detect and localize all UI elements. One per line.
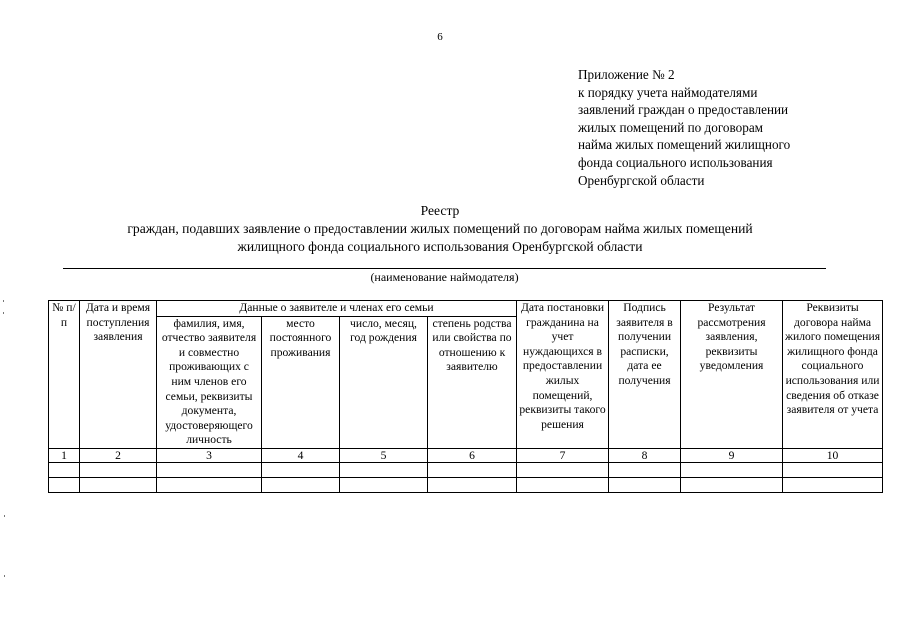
appendix-line: фонда социального использования bbox=[578, 154, 773, 170]
appendix-line: Оренбургской области bbox=[578, 172, 705, 188]
header-number: № п/п bbox=[49, 301, 80, 449]
column-number: 8 bbox=[609, 448, 681, 462]
scan-artifact bbox=[3, 300, 4, 302]
column-number: 1 bbox=[49, 448, 80, 462]
header-applicant-group: Данные о заявителе и членах его семьи bbox=[157, 301, 517, 317]
column-number: 6 bbox=[428, 448, 517, 462]
scan-artifact bbox=[3, 312, 4, 314]
header-residence: место постоянного проживания bbox=[262, 316, 340, 448]
header-signature: Подпись заявителя в получении расписки, дата ее получения bbox=[609, 301, 681, 449]
column-number: 9 bbox=[681, 448, 783, 462]
table-cell[interactable] bbox=[517, 477, 609, 492]
table-cell[interactable] bbox=[609, 477, 681, 492]
column-number: 4 bbox=[262, 448, 340, 462]
header-birth-date: число, месяц, год рождения bbox=[340, 316, 428, 448]
registry-title: Реестр bbox=[420, 203, 460, 218]
table-cell[interactable] bbox=[49, 477, 80, 492]
header-registration-date: Дата постановки гражданина на учет нуждающихся в предоставлении жилых помещений, реквизиты такого решения bbox=[517, 301, 609, 449]
table-cell[interactable] bbox=[80, 462, 157, 477]
table-header-row bbox=[49, 301, 883, 317]
scan-artifact bbox=[4, 575, 5, 577]
table-cell[interactable] bbox=[428, 477, 517, 492]
scan-artifact bbox=[4, 515, 5, 517]
table-cell[interactable] bbox=[681, 462, 783, 477]
registry-subtitle bbox=[40, 220, 840, 255]
appendix-line: заявлений граждан о предоставлении bbox=[578, 102, 789, 118]
table-cell[interactable] bbox=[681, 477, 783, 492]
column-number: 3 bbox=[157, 448, 262, 462]
column-number: 10 bbox=[783, 448, 883, 462]
table-cell[interactable] bbox=[783, 462, 883, 477]
appendix-block bbox=[578, 66, 858, 189]
header-contract: Реквизиты договора найма жилого помещения жилищного фонда социального использования или сведения об отказе заявителя от учета bbox=[783, 301, 883, 449]
table-cell[interactable] bbox=[340, 462, 428, 477]
header-full-name: фамилия, имя, отчество заявителя и совместно проживающих с ним членов его семьи, реквизиты документа, удостоверяющего личность bbox=[157, 316, 262, 448]
table-cell[interactable] bbox=[609, 462, 681, 477]
subtitle-line: жилищного фонда социального использования Оренбургской области bbox=[237, 238, 643, 254]
table-row bbox=[49, 477, 883, 492]
appendix-line: Приложение № 2 bbox=[578, 67, 675, 82]
appendix-line: найма жилых помещений жилищного bbox=[578, 137, 791, 153]
table-cell[interactable] bbox=[157, 477, 262, 492]
appendix-line: к порядку учета наймодателями bbox=[578, 84, 758, 100]
registry-table bbox=[48, 300, 883, 493]
table-row bbox=[49, 462, 883, 477]
table-cell[interactable] bbox=[783, 477, 883, 492]
column-number: 5 bbox=[340, 448, 428, 462]
header-kinship: степень родства или свойства по отношению к заявителю bbox=[428, 316, 517, 448]
appendix-line: жилых помещений по договорам bbox=[578, 119, 764, 135]
column-number-row bbox=[49, 448, 883, 462]
table-cell[interactable] bbox=[262, 462, 340, 477]
table-cell[interactable] bbox=[49, 462, 80, 477]
table-cell[interactable] bbox=[517, 462, 609, 477]
page-number: 6 bbox=[437, 31, 443, 43]
header-datetime: Дата и время поступления заявления bbox=[80, 301, 157, 449]
column-number: 2 bbox=[80, 448, 157, 462]
header-result: Результат рассмотрения заявления, реквизиты уведомления bbox=[681, 301, 783, 449]
landlord-caption: (наименование наймодателя) bbox=[370, 270, 519, 284]
table-cell[interactable] bbox=[80, 477, 157, 492]
column-number: 7 bbox=[517, 448, 609, 462]
landlord-name-line bbox=[63, 268, 826, 269]
table-cell[interactable] bbox=[262, 477, 340, 492]
table-cell[interactable] bbox=[157, 462, 262, 477]
subtitle-line: граждан, подавших заявление о предоставлении жилых помещений по договорам найма жилых помещений bbox=[127, 221, 753, 236]
table-cell[interactable] bbox=[340, 477, 428, 492]
table-cell[interactable] bbox=[428, 462, 517, 477]
